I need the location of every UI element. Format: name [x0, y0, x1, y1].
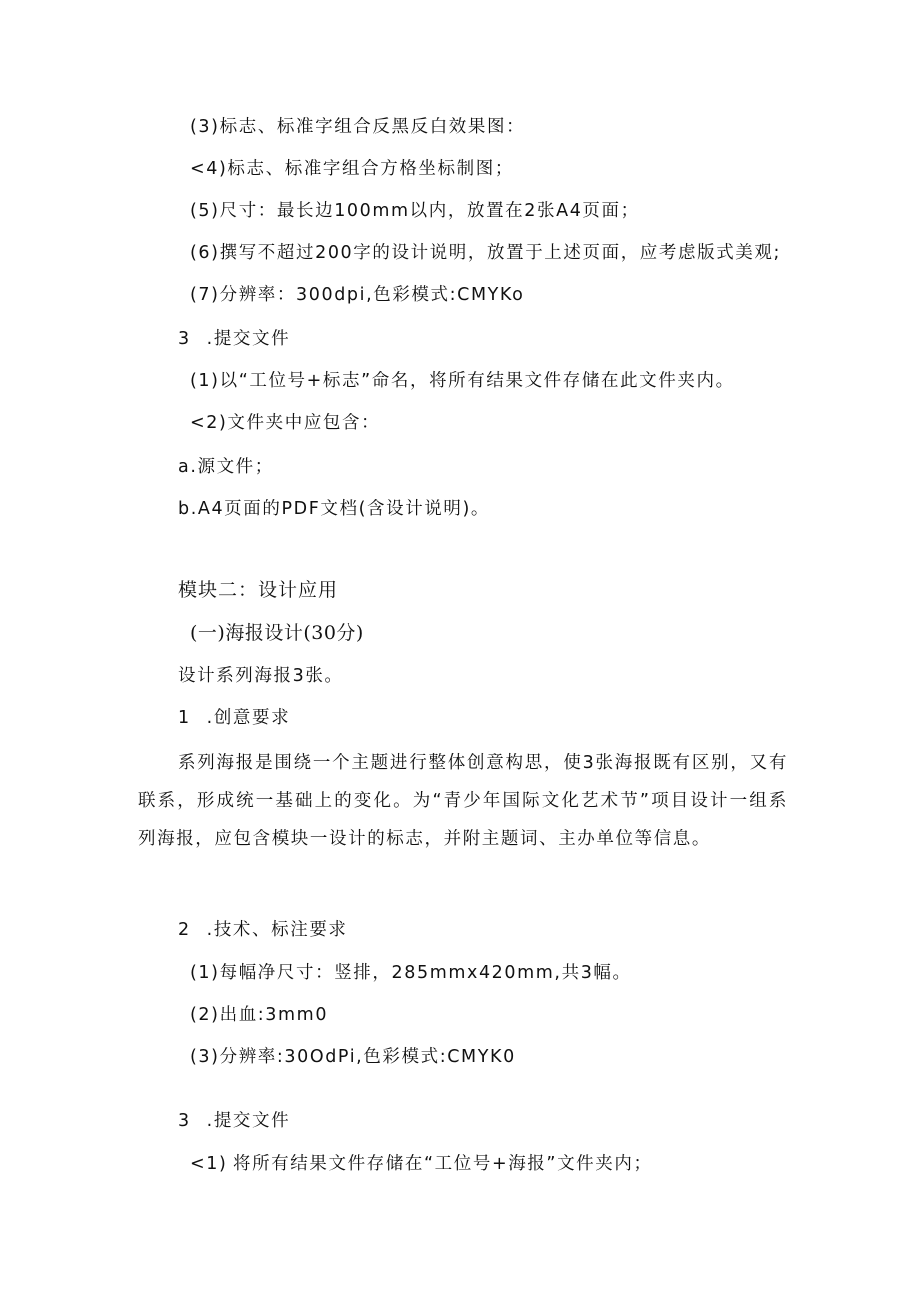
tech-item-1: (1)每幅净尺寸：竖排，285mmx420mm,共3幅。	[190, 963, 632, 983]
item-7-resolution: (7)分辨率：300dpi,色彩模式:CMYKo	[190, 285, 525, 305]
poster-design-title: (一)海报设计(30分)	[190, 622, 364, 644]
item-5-size: (5)尺寸：最长边100mm以内，放置在2张A4页面；	[190, 201, 640, 221]
submit-item-b: b.A4页面的PDF文档(含设计说明)。	[178, 499, 491, 519]
submit-item-a: a.源文件；	[178, 457, 274, 477]
section-1-creative: 1 .创意要求	[178, 708, 291, 728]
section-3-submit-files-2: 3 .提交文件	[178, 1111, 291, 1131]
section-2-technical: 2 .技术、标注要求	[178, 920, 348, 940]
poster-design-intro: 设计系列海报3张。	[178, 666, 344, 686]
tech-item-3: (3)分辨率:30OdPi,色彩模式:CMYK0	[190, 1047, 516, 1067]
submit-item-2: <2)文件夹中应包含：	[190, 413, 381, 433]
submit-item-1: (1)以“工位号+标志”命名，将所有结果文件存储在此文件夹内。	[190, 371, 735, 391]
item-6-description: (6)撰写不超过200字的设计说明，放置于上述页面，应考虑版式美观;	[190, 243, 781, 263]
tech-item-2: (2)出血:3mm0	[190, 1005, 329, 1025]
submit-poster-item-1: <1) 将所有结果文件存储在“工位号+海报”文件夹内；	[190, 1154, 653, 1174]
creative-paragraph: 系列海报是围绕一个主题进行整体创意构思，使3张海报既有区别，又有联系，形成统一基础上的变化。为“青少年国际文化艺术节”项目设计一组系列海报，应包含模块一设计的标志，并附主题词、主办单位等信息。	[138, 753, 788, 849]
item-4-grid-drawing: <4)标志、标准字组合方格坐标制图；	[190, 159, 514, 179]
section-3-submit-files: 3 .提交文件	[178, 329, 291, 349]
module-2-title: 模块二：设计应用	[178, 579, 339, 601]
item-3-reverse-effect: (3)标志、标准字组合反黑反白效果图：	[190, 117, 526, 137]
